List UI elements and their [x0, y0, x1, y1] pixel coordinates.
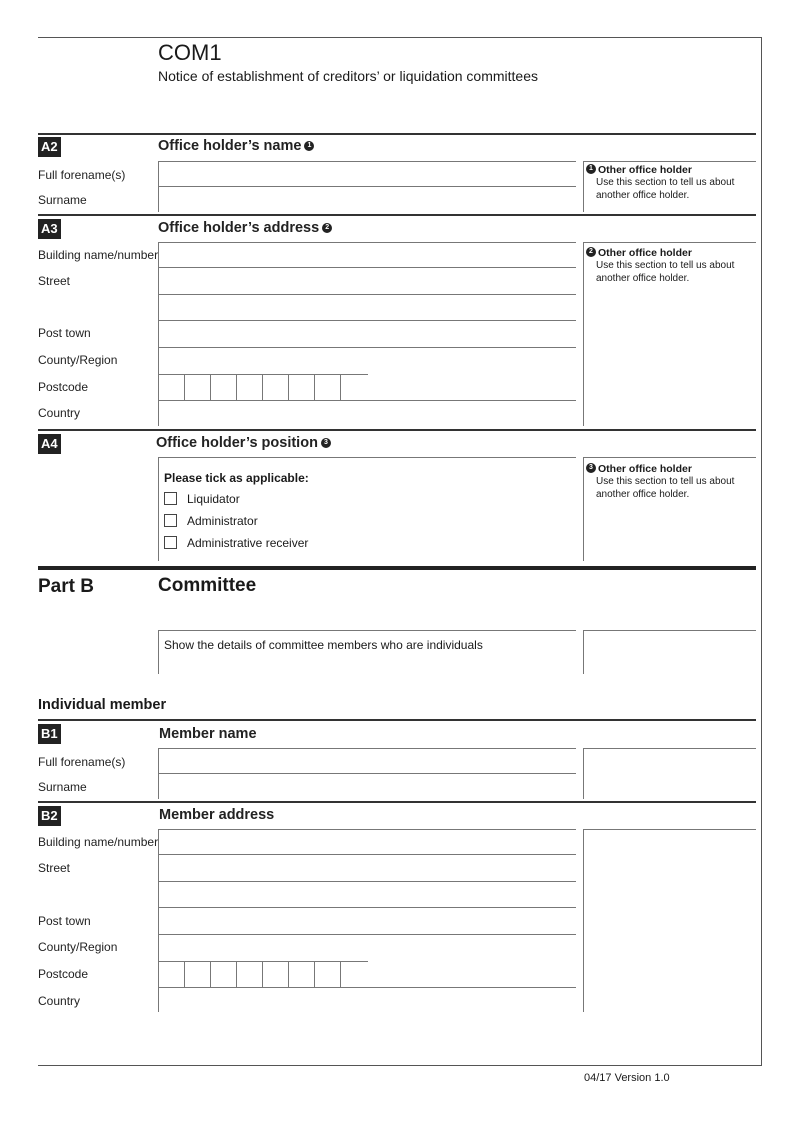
note-marker-icon: 1: [304, 141, 314, 151]
section-a3-note: [583, 242, 756, 426]
version-label: 04/17 Version 1.0: [584, 1072, 670, 1084]
committee-note-box: [583, 630, 756, 674]
note-body: Use this section to tell us about another office holder.: [596, 260, 735, 284]
checkbox-administrator[interactable]: [164, 514, 177, 527]
part-b-title: Committee: [158, 575, 257, 596]
note-marker-icon: 3: [586, 463, 596, 473]
page-frame-bottom: [38, 1065, 762, 1066]
member-county-input[interactable]: [158, 935, 576, 961]
checkbox-liquidator[interactable]: [164, 492, 177, 505]
county-label: County/Region: [38, 940, 118, 954]
office-holder-county-input[interactable]: [158, 348, 576, 374]
surname-label: Surname: [38, 780, 87, 794]
office-holder-surname-input[interactable]: [158, 187, 576, 212]
post-town-label: Post town: [38, 914, 91, 928]
member-street-input-1[interactable]: [158, 855, 576, 882]
street-label: Street: [38, 274, 71, 288]
tick-instruction: Please tick as applicable:: [164, 471, 309, 485]
note-body: Use this section to tell us about another office holder.: [596, 476, 735, 500]
postcode-label: Postcode: [38, 967, 89, 981]
committee-instruction-box: [158, 630, 576, 674]
member-forenames-input[interactable]: [158, 748, 576, 774]
member-street-input-2[interactable]: [158, 882, 576, 908]
country-label: Country: [38, 406, 81, 420]
page-frame-right: [761, 37, 762, 1066]
county-label: County/Region: [38, 353, 118, 367]
building-label: Building name/number: [38, 835, 159, 849]
street-label: Street: [38, 861, 71, 875]
office-holder-street-input-1[interactable]: [158, 268, 576, 295]
country-label: Country: [38, 994, 81, 1008]
section-a4-title: Office holder’s position 3: [156, 435, 331, 451]
forenames-label: Full forename(s): [38, 168, 126, 182]
section-a2-title: Office holder’s name 1: [158, 138, 314, 154]
office-holder-street-input-2[interactable]: [158, 295, 576, 321]
section-a2-note: [583, 161, 756, 212]
member-postcode-boxes[interactable]: [158, 961, 368, 987]
note-title: Other office holder: [598, 463, 692, 475]
committee-instruction: Show the details of committee members who are individuals: [164, 638, 483, 652]
section-b1-badge: B1: [38, 724, 61, 744]
page-frame-top: [38, 37, 762, 38]
note-marker-icon: 2: [322, 223, 332, 233]
section-b2-note-box: [583, 829, 756, 1012]
section-b2-badge: B2: [38, 806, 61, 826]
building-label: Building name/number: [38, 248, 159, 262]
member-post-town-input[interactable]: [158, 908, 576, 935]
post-town-label: Post town: [38, 326, 91, 340]
note-marker-icon: 2: [586, 247, 596, 257]
individual-member-heading: Individual member: [38, 697, 167, 713]
member-country-input[interactable]: [158, 987, 576, 1012]
option-administrative-receiver[interactable]: Administrative receiver: [164, 536, 308, 550]
section-a4-rule: [38, 429, 756, 431]
section-a2-badge: A2: [38, 137, 61, 157]
section-b1-title: Member name: [159, 726, 257, 742]
section-a3-rule: [38, 214, 756, 216]
section-a2-rule: [38, 133, 756, 135]
note-title: Other office holder: [598, 247, 692, 259]
section-a4-note: [583, 457, 756, 561]
checkbox-administrative-receiver[interactable]: [164, 536, 177, 549]
office-holder-country-input[interactable]: [158, 400, 576, 426]
note-marker-icon: 3: [321, 438, 331, 448]
option-liquidator[interactable]: Liquidator: [164, 492, 240, 506]
part-b-label: Part B: [38, 576, 94, 597]
office-holder-post-town-input[interactable]: [158, 321, 576, 348]
section-a3-badge: A3: [38, 219, 61, 239]
form-code: COM1: [158, 40, 222, 65]
section-b1-rule: [38, 719, 756, 721]
office-holder-forenames-input[interactable]: [158, 161, 576, 187]
section-b2-rule: [38, 801, 756, 803]
form-title: Notice of establishment of creditors’ or liquidation committees: [158, 68, 538, 84]
note-marker-icon: 1: [586, 164, 596, 174]
option-administrator[interactable]: Administrator: [164, 514, 258, 528]
note-title: Other office holder: [598, 164, 692, 176]
forenames-label: Full forename(s): [38, 755, 126, 769]
postcode-label: Postcode: [38, 380, 89, 394]
section-a4-badge: A4: [38, 434, 61, 454]
office-holder-building-input[interactable]: [158, 242, 576, 268]
section-a3-title: Office holder’s address 2: [158, 220, 332, 236]
part-b-rule: [38, 566, 756, 570]
office-holder-postcode-boxes[interactable]: [158, 374, 368, 400]
note-body: Use this section to tell us about another office holder.: [596, 177, 735, 201]
section-b2-title: Member address: [159, 807, 275, 823]
member-surname-input[interactable]: [158, 774, 576, 799]
section-b1-note-box: [583, 748, 756, 799]
member-building-input[interactable]: [158, 829, 576, 855]
surname-label: Surname: [38, 193, 87, 207]
